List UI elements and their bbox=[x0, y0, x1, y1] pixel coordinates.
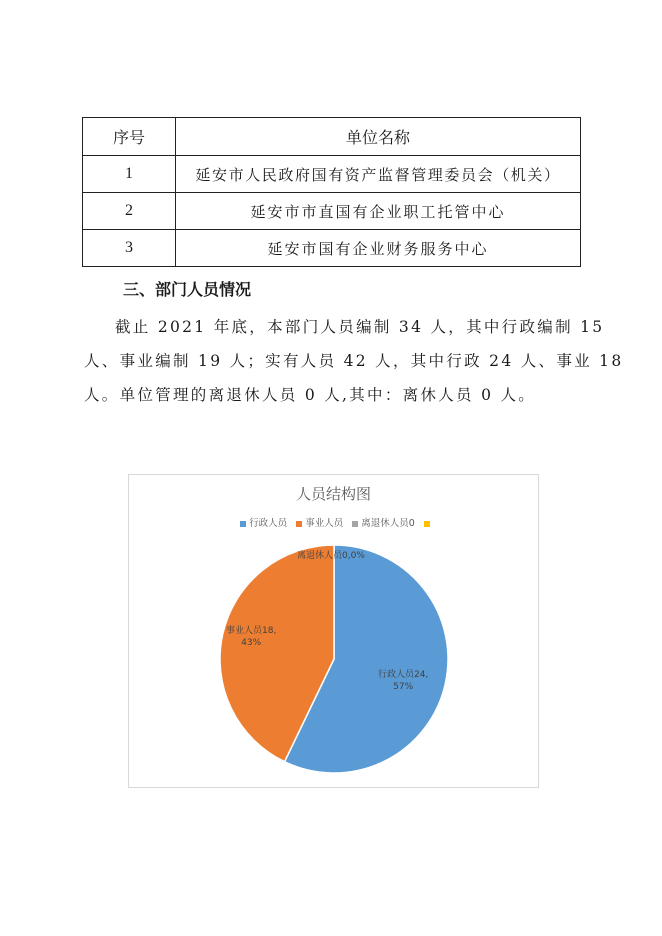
chart-title: 人员结构图 bbox=[295, 485, 371, 503]
paragraph-line-1: 截止 2021 年底，本部门人员编制 34 人，其中行政编制 15 bbox=[115, 318, 605, 336]
cell-unit-name: 延安市人民政府国有资产监督管理委员会（机关） bbox=[176, 156, 581, 193]
table-header-row bbox=[83, 118, 581, 156]
section-heading: 三、部门人员情况 bbox=[123, 280, 252, 299]
paragraph-line-2: 人、事业编制 19 人；实有人员 42 人，其中行政 24 人、事业 18 bbox=[84, 352, 624, 370]
legend-label-admin: 行政人员 bbox=[249, 518, 288, 529]
table-row bbox=[83, 193, 581, 230]
data-label-retired: 离退休人员0,0% bbox=[297, 551, 365, 561]
cell-serial: 3 bbox=[83, 230, 176, 267]
legend-label-retired: 离退休人员0 bbox=[361, 518, 415, 529]
unit-table bbox=[82, 117, 581, 267]
table-row bbox=[83, 156, 581, 193]
data-label-admin: 行政人员24, 57% bbox=[378, 670, 429, 692]
table-row bbox=[83, 230, 581, 267]
paragraph-line-3: 人。单位管理的离退休人员 0 人,其中：离休人员 0 人。 bbox=[84, 386, 537, 404]
cell-unit-name: 延安市市直国有企业职工托管中心 bbox=[176, 193, 581, 230]
cell-serial: 2 bbox=[83, 193, 176, 230]
pie-chart bbox=[128, 474, 539, 788]
cell-serial: 1 bbox=[83, 156, 176, 193]
pie-plot bbox=[129, 475, 538, 787]
header-serial: 序号 bbox=[83, 118, 176, 156]
data-label-institution: 事业人员18, 43% bbox=[226, 626, 277, 648]
legend-label-institution: 事业人员 bbox=[305, 518, 344, 529]
cell-unit-name: 延安市国有企业财务服务中心 bbox=[176, 230, 581, 267]
header-unit-name: 单位名称 bbox=[176, 118, 581, 156]
